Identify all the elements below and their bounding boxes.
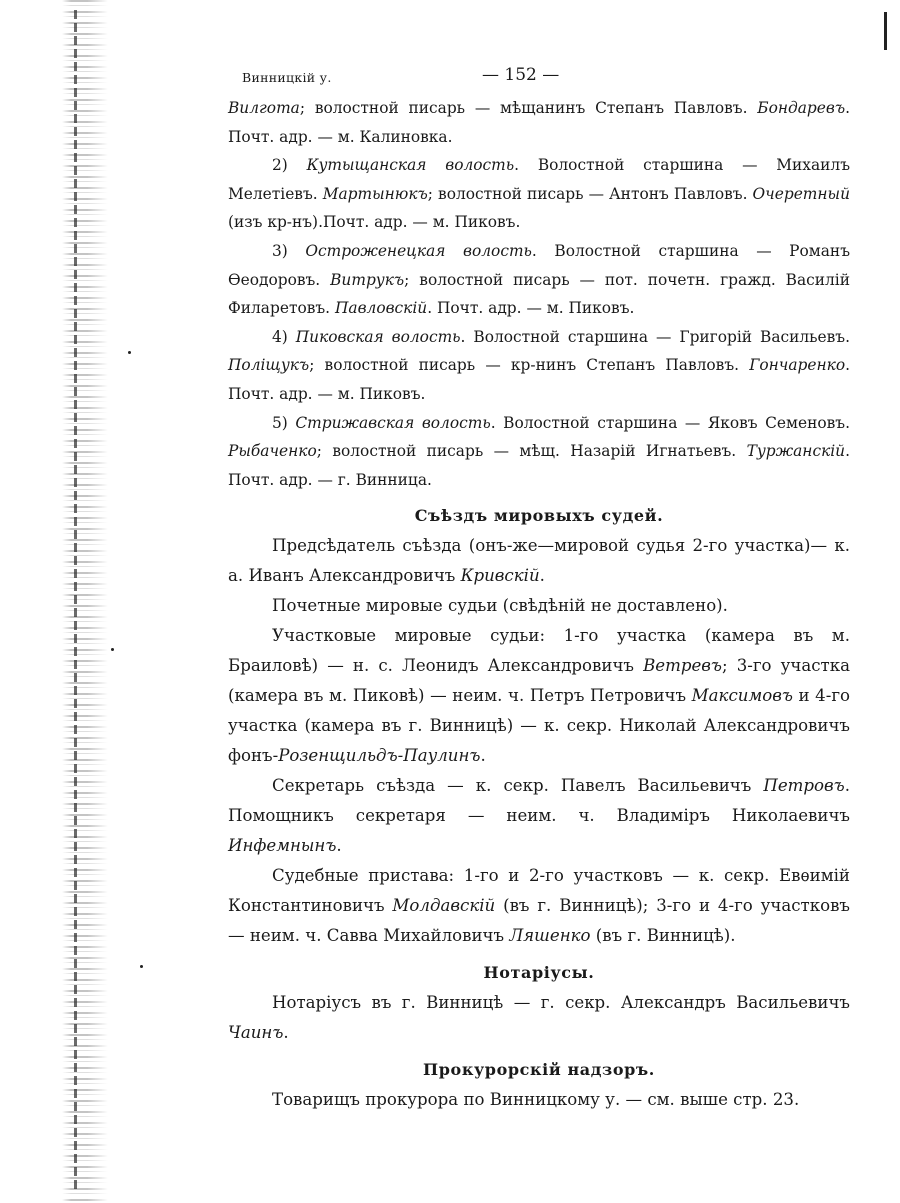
congress-bailiffs: Судебные пристава: 1-го и 2-го участковъ — к. секр. Евѳимій Константиновичъ Молдавскій (въ г. Винницѣ); 3-го и 4-го участковъ — неим. ч. Савва Михайловичъ Ляшенко (въ г. Винницѣ). (228, 866, 850, 946)
page-binding-edge (62, 0, 108, 1203)
section-heading-prosecutor: Прокурорскій надзоръ. (423, 1060, 655, 1080)
congress-chair: Предсѣдатель съѣзда (онъ-же—мировой судья 2-го участка)— к. а. Иванъ Александровичъ Кривскій. (228, 536, 850, 586)
page-number: — 152 — (482, 65, 560, 85)
ink-speck (140, 965, 143, 968)
notary-entry: Нотаріусъ въ г. Винницѣ — г. секр. Александръ Васильевичъ Чаинъ. (228, 993, 850, 1043)
section-heading-notaries: Нотаріусы. (483, 963, 595, 983)
volost-entry-4: 4) Пиковская волость. Волостной старшина — Григорій Васильевъ. Поліщукъ; волостной писарь — кр-нинъ Степанъ Павловъ. Гончаренко. Почт. адр. — м. Пиковъ. (228, 327, 850, 403)
volost-entry-5: 5) Стрижавская волость. Волостной старшина — Яковъ Семеновъ. Рыбаченко; волостной писарь — мѣщ. Назарій Игнатьевъ. Туржанскій. Почт. адр. — г. Винница. (228, 413, 850, 489)
prosecutor-entry: Товарищъ прокурора по Винницкому у. — см. выше стр. 23. (272, 1090, 800, 1110)
ink-speck (128, 351, 131, 354)
volost-entry-2: 2) Кутыщанская волость. Волостной старшина — Михаилъ Мелетіевъ. Мартынюкъ; волостной писарь — Антонъ Павловъ. Очеретный (изъ кр-нъ).Почт. адр. — м. Пиковъ. (228, 156, 850, 232)
running-head: Винницкій у. (242, 70, 332, 85)
congress-secretary: Секретарь съѣзда — к. секр. Павелъ Васильевичъ Петровъ. Помощникъ секретаря — неим. ч. Владиміръ Николаевичъ Инфемнынъ. (228, 776, 850, 856)
ink-speck (111, 648, 114, 651)
page-body (228, 64, 850, 1115)
congress-district-judges: Участковые мировые судьи: 1-го участка (камера въ м. Браиловѣ) — н. с. Леонидъ Александровичъ Ветревъ; 3-го участка (камера въ м. Пиковѣ) — неим. ч. Петръ Петровичъ Максимовъ и 4-го участка (камера въ г. Винницѣ) — к. секр. Николай Александровичъ фонъ-Розенщильдъ-Паулинъ. (228, 626, 851, 766)
binding-stitch-line (74, 10, 77, 1190)
page-header (228, 64, 850, 94)
volost-entry-3: 3) Остроженецкая волость. Волостной старшина — Романъ Ѳеодоровъ. Витрукъ; волостной писарь — пот. почетн. гражд. Василій Филаретовъ. Павловскій. Почт. адр. — м. Пиковъ. (228, 241, 850, 318)
volost-entry-1: Вилгота; волостной писарь — мѣщанинъ Степанъ Павловъ. Бондаревъ. Почт. адр. — м. Калиновка. (228, 99, 850, 146)
page-edge-mark (884, 12, 887, 50)
congress-honorary-judges: Почетные мировые судьи (свѣдѣній не доставлено). (272, 596, 728, 616)
section-heading-congress: Съѣздъ мировыхъ судей. (414, 506, 664, 526)
